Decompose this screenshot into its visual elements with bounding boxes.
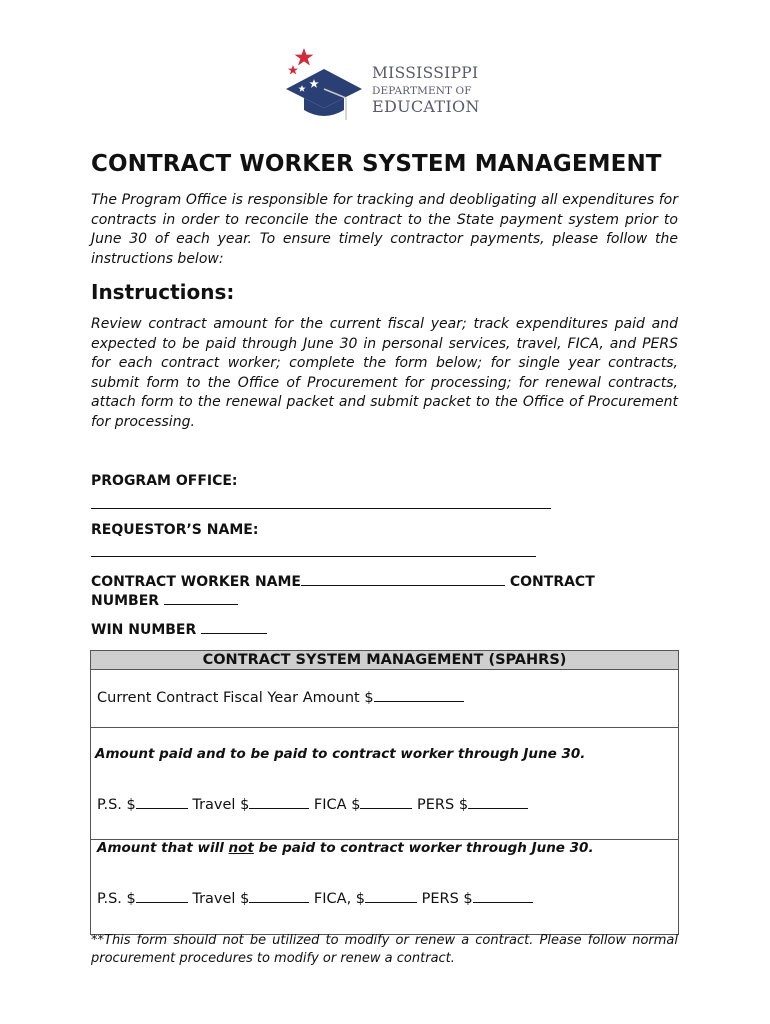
- requestor-name-field[interactable]: [91, 556, 536, 557]
- fiscal-amount-field[interactable]: [374, 688, 464, 702]
- mde-logo: [284, 46, 494, 124]
- win-number-field[interactable]: [201, 620, 267, 634]
- logo-wordmark: [372, 66, 480, 115]
- pers-label: PERS $: [421, 891, 473, 907]
- not-paid-heading: Amount that will not be paid to contract worker through June 30.: [97, 840, 594, 856]
- graduation-cap-star-icon: [284, 46, 374, 124]
- spahrs-table: [90, 650, 679, 935]
- not-paid-pers-field[interactable]: [473, 889, 533, 903]
- win-number-row: [91, 620, 267, 638]
- intro-paragraph: The Program Office is responsible for tracking and deobligating all expenditures for contracts in order to reconcile the contract to the State payment system prior to June 30 of each year. To ensure timely contractor payments, please follow the instructions below:: [91, 192, 678, 267]
- paid-travel-field[interactable]: [249, 795, 309, 809]
- win-number-label: WIN NUMBER: [91, 622, 197, 638]
- logo-line-3: EDUCATION: [372, 97, 480, 116]
- program-office-label: PROGRAM OFFICE:: [91, 473, 238, 489]
- instructions-paragraph: Review contract amount for the current fiscal year; track expenditures paid and expected to be paid through June 30 in personal services, travel, FICA, and PERS for each contract worker; complete the form below; for single year contracts, submit form to the Office of Procurement for processing; for renewal contracts, attach form to the renewal packet and submit packet to the Office of Procurement for processing.: [91, 316, 678, 430]
- page-title: CONTRACT WORKER SYSTEM MANAGEMENT: [91, 151, 662, 177]
- paid-ps-field[interactable]: [136, 795, 188, 809]
- paid-through-june-cell: [91, 728, 679, 840]
- paid-fica-field[interactable]: [360, 795, 412, 809]
- pers-label: PERS $: [417, 797, 469, 813]
- paid-heading: Amount paid and to be paid to contract worker through June 30.: [95, 746, 586, 762]
- instructions-heading: Instructions:: [91, 280, 235, 304]
- contract-label: CONTRACT: [509, 574, 595, 590]
- ps-label: P.S. $: [97, 891, 136, 907]
- fica-label: FICA, $: [313, 891, 366, 907]
- not-paid-amounts-row: [97, 889, 672, 907]
- fiscal-amount-cell: [91, 670, 679, 728]
- footnote: **This form should not be utilized to modify or renew a contract. Please follow normal procurement procedures to modify or renew a contract.: [91, 933, 678, 966]
- fiscal-amount-label: Current Contract Fiscal Year Amount $: [97, 690, 374, 706]
- not-paid-cell: [91, 840, 679, 935]
- not-paid-ps-field[interactable]: [136, 889, 188, 903]
- contract-number-field[interactable]: [164, 591, 238, 605]
- fica-label: FICA $: [313, 797, 361, 813]
- contract-worker-name-field[interactable]: [301, 572, 505, 586]
- paid-amounts-row: [95, 795, 672, 813]
- travel-label: Travel $: [192, 891, 250, 907]
- ps-label: P.S. $: [97, 797, 136, 813]
- contract-number-label: NUMBER: [91, 593, 160, 609]
- requestor-name-label: REQUESTOR’S NAME:: [91, 522, 259, 538]
- contract-number-row: [91, 591, 238, 609]
- logo-line-2: DEPARTMENT OF: [372, 84, 472, 97]
- paid-pers-field[interactable]: [468, 795, 528, 809]
- not-paid-fica-field[interactable]: [365, 889, 417, 903]
- not-paid-travel-field[interactable]: [249, 889, 309, 903]
- contract-worker-name-row: [91, 572, 595, 590]
- spahrs-table-header: CONTRACT SYSTEM MANAGEMENT (SPAHRS): [91, 651, 679, 670]
- program-office-field[interactable]: [91, 508, 551, 509]
- logo-line-1: MISSISSIPPI: [372, 64, 479, 82]
- contract-worker-name-label: CONTRACT WORKER NAME: [91, 574, 301, 590]
- travel-label: Travel $: [192, 797, 250, 813]
